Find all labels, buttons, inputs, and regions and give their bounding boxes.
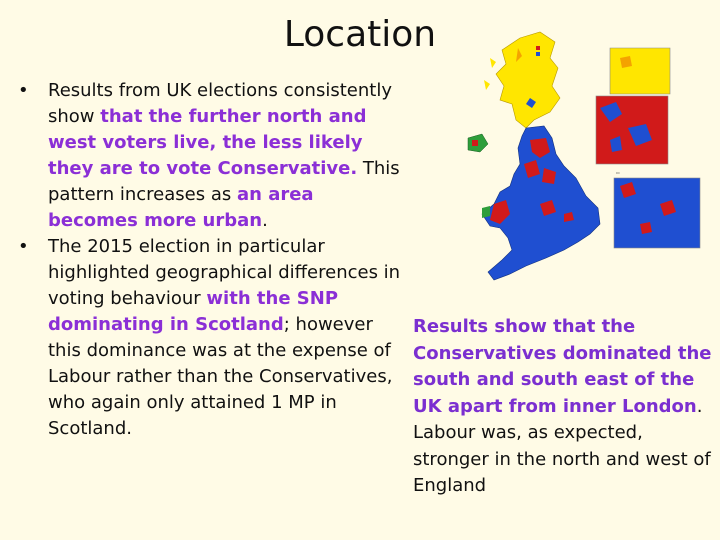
bullet1-highlight-b: an area becomes more urban xyxy=(48,184,314,231)
slide-title: Location xyxy=(283,14,437,55)
caption-highlight: Results show that the Conservatives dominated the south and south east of the UK apart from inner London xyxy=(413,316,712,417)
bullet1-highlight-a: that the further north and west voters live, the less likely they are to vote Conservative. xyxy=(48,106,367,179)
svg-text:▭: ▭ xyxy=(616,170,620,175)
map-caption xyxy=(413,314,713,500)
bullet1-text-c: . xyxy=(262,210,268,231)
bullet-list xyxy=(14,78,404,442)
caption-rest: . Labour was, as expected, stronger in the north and west of England xyxy=(413,395,711,496)
bullet-item-2015 xyxy=(14,234,404,442)
bullet2-highlight: with the SNP dominating in Scotland xyxy=(48,288,339,335)
bullet2-text-b: ; however this dominance was at the expense of Labour rather than the Conservatives, who again only attained 1 MP in Scotland. xyxy=(48,314,393,439)
bullet1-text-a: Results from UK elections consistently show xyxy=(48,80,392,127)
bullet2-text-a: The 2015 election in particular highlighted geographical differences in voting behaviour xyxy=(48,236,401,309)
bullet-item-results xyxy=(14,78,404,234)
bullet1-text-b: This pattern increases as xyxy=(48,158,400,205)
uk-election-map xyxy=(460,28,720,296)
uk-map-image xyxy=(460,28,720,296)
bullet-icon: • xyxy=(18,80,29,101)
bullet-icon: • xyxy=(18,236,29,257)
